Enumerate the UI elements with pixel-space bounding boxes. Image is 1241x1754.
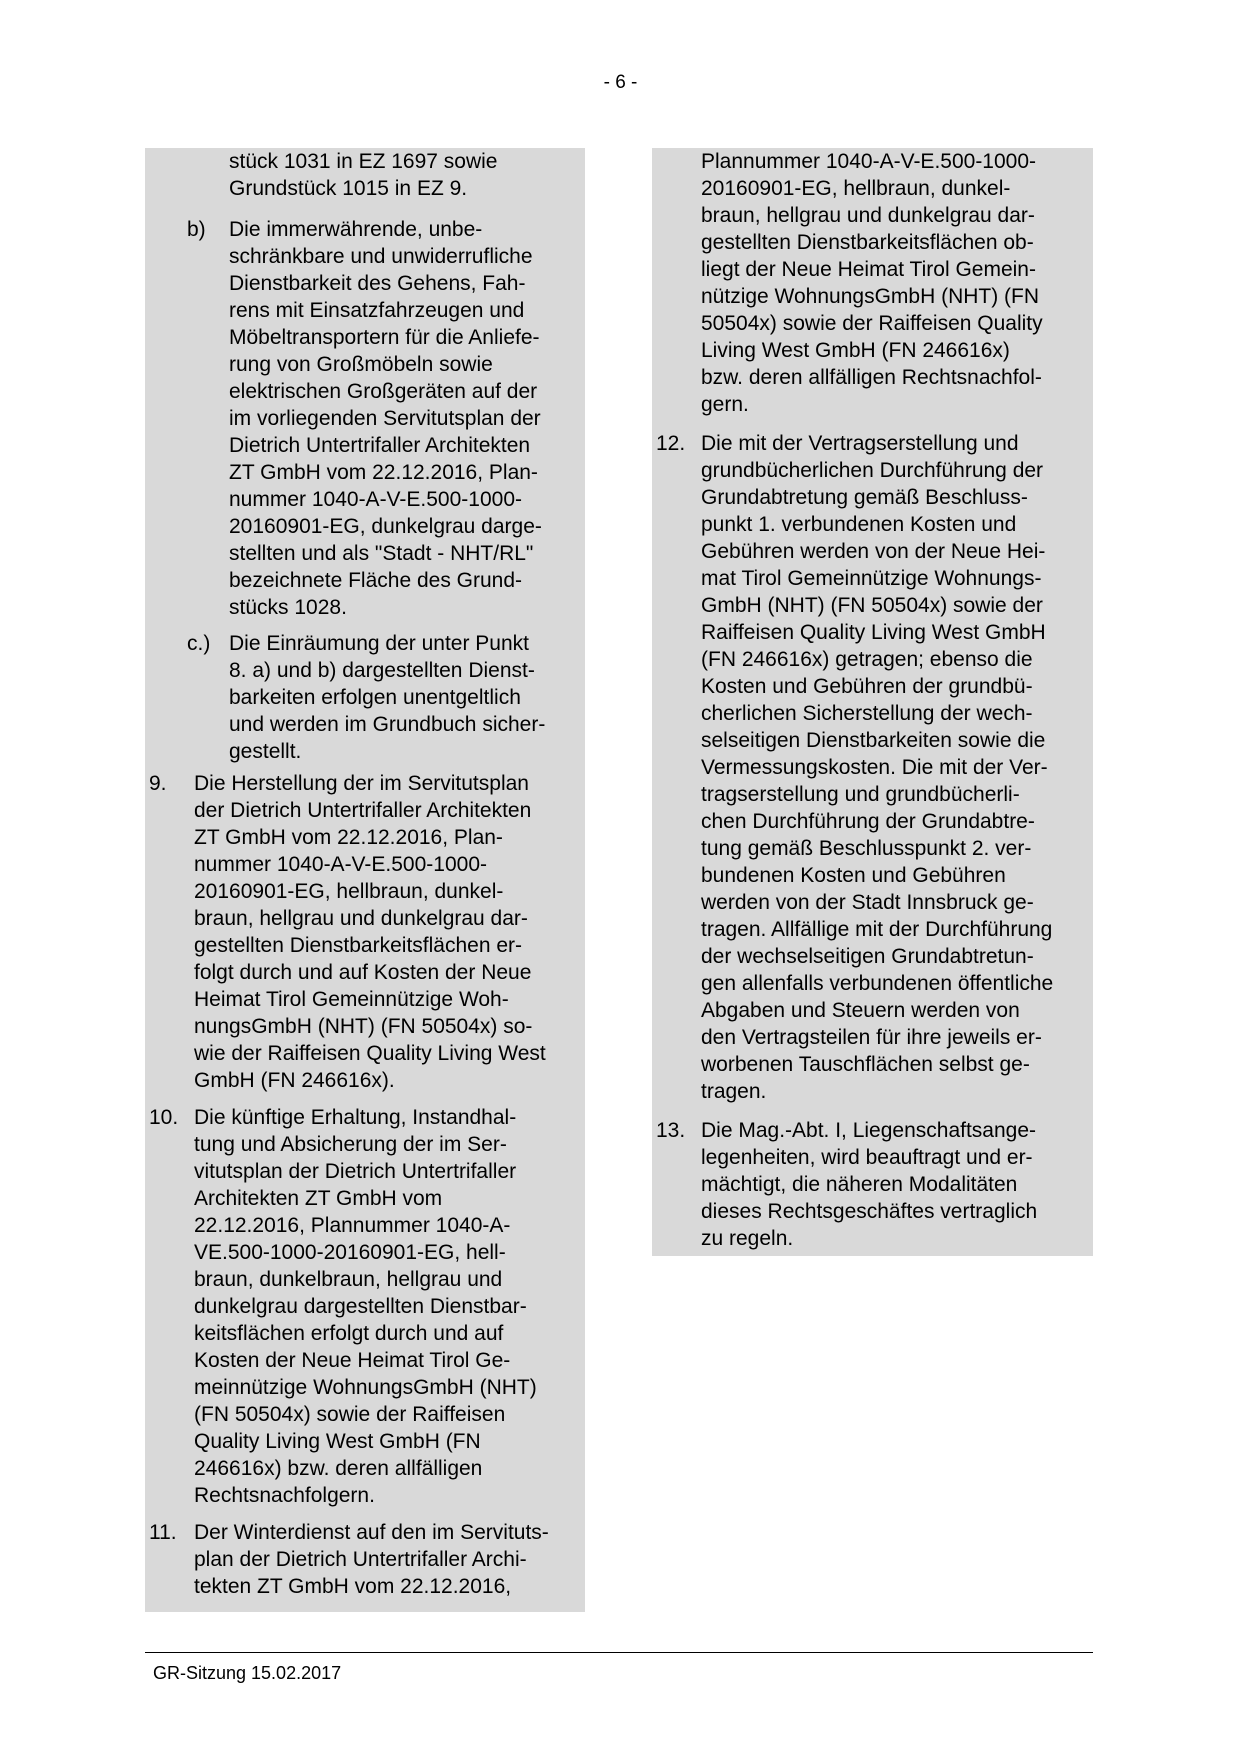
item-11-text: Der Winterdienst auf den im Servituts- plan der Dietrich Untertrifaller Archi- tekten ZT GmbH vom 22.12.2016, <box>194 1521 549 1598</box>
page-number: - 6 - <box>603 72 638 93</box>
item-9-text: Die Herstellung der im Servitutsplan der Dietrich Untertrifaller Architekten ZT GmbH vom 22.12.2016, Plan- nummer 1040-A-V-E.500-1000- 20160901-EG, hellbraun, dunkel- braun, hellgrau und dunkelgrau dar- gestellten Dienstbarkeitsflächen er- folgt durch und auf Kosten der Neue Heimat Tirol Gemeinnützige Woh- nungsGmbH (NHT) (FN 50504x) so- wie der Raiffeisen Quality Living West GmbH (FN 246616x). <box>194 772 546 1092</box>
item-12 <box>652 430 1093 1105</box>
item-8b <box>145 216 585 630</box>
item-13-number: 13. <box>656 1119 686 1142</box>
left-column <box>145 148 585 1612</box>
item-9-number: 9. <box>149 772 167 795</box>
item-11-continuation <box>652 148 1093 418</box>
item-8b-text: Die immerwährende, unbe- schränkbare und unwiderrufliche Dienstbarkeit des Gehens, Fah- rens mit Einsatzfahrzeugen und Möbeltransportern für die Anliefe- rung von Großmöbeln sowie elektrischen Großgeräten auf der im vorliegenden Servitutsplan der Dietrich Untertrifaller Architekten ZT GmbH vom 22.12.2016, Plan- nummer 1040-A-V-E.500-1000- 20160901-EG, dunkelgrau darge- stellten und als "Stadt - NHT/RL" bezeichnete Fläche des Grund- stücks 1028. <box>229 218 542 619</box>
item-8a-text: stück 1031 in EZ 1697 sowie Grundstück 1015 in EZ 9. <box>229 150 498 200</box>
item-8b-label: b) <box>187 218 206 241</box>
item-10-text: Die künftige Erhaltung, Instandhal- tung und Absicherung der im Ser- vitutsplan der Dietrich Untertrifaller Architekten ZT GmbH vom 22.12.2016, Plannummer 1040-A- VE.500-1000-20160901-EG, hell- braun, dunkelbraun, hellgrau und dunkelgrau dargestellten Dienstbar- keitsflächen erfolgt durch und auf Kosten der Neue Heimat Tirol Ge- meinnützige WohnungsGmbH (NHT) (FN 50504x) sowie der Raiffeisen Quality Living West GmbH (FN 246616x) bzw. deren allfälligen Rechtsnachfolgern. <box>194 1106 537 1507</box>
item-13 <box>652 1117 1093 1252</box>
item-8c-label: c.) <box>187 632 211 655</box>
item-10-number: 10. <box>149 1106 179 1129</box>
item-11-continuation-text: Plannummer 1040-A-V-E.500-1000- 20160901-EG, hellbraun, dunkel- braun, hellgrau und dunkelgrau dar- gestellten Dienstbarkeitsflächen ob- liegt der Neue Heimat Tirol Gemein- nützige WohnungsGmbH (NHT) (FN 50504x) sowie der Raiffeisen Quality Living West GmbH (FN 246616x) bzw. deren allfälligen Rechtsnachfol- gern. <box>701 150 1043 416</box>
item-8a-continuation <box>145 148 585 206</box>
item-8c-text: Die Einräumung der unter Punkt 8. a) und b) dargestellten Dienst- barkeiten erfolgen unentgeltlich und werden im Grundbuch sicher- gestellt. <box>229 632 546 763</box>
item-11-number: 11. <box>149 1521 177 1544</box>
right-column <box>652 148 1093 1256</box>
footer-text: GR-Sitzung 15.02.2017 <box>153 1663 342 1683</box>
footer-divider <box>145 1652 1093 1653</box>
item-11 <box>145 1519 585 1600</box>
item-9 <box>145 770 585 1094</box>
item-12-number: 12. <box>656 432 686 455</box>
item-10 <box>145 1104 585 1509</box>
item-8c <box>145 630 585 770</box>
item-13-text: Die Mag.-Abt. I, Liegenschaftsange- legenheiten, wird beauftragt und er- mächtigt, die näheren Modalitäten dieses Rechtsgeschäftes vertraglich zu regeln. <box>701 1119 1038 1250</box>
item-12-text: Die mit der Vertragserstellung und grundbücherlichen Durchführung der Grundabtretung gemäß Beschluss- punkt 1. verbundenen Kosten und Gebühren werden von der Neue Hei- mat Tirol Gemeinnützige Wohnungs- GmbH (NHT) (FN 50504x) sowie der Raiffeisen Quality Living West GmbH (FN 246616x) getragen; ebenso die Kosten und Gebühren der grundbü- cherlichen Sicherstellung der wech- selseitigen Dienstbarkeiten sowie die Vermessungskosten. Die mit der Ver- tragserstellung und grundbücherli- chen Durchführung der Grundabtre- tung gemäß Beschlusspunkt 2. ver- bundenen Kosten und Gebühren werden von der Stadt Innsbruck ge- tragen. Allfällige mit der Durchführung der wechselseitigen Grundabtretun- gen allenfalls verbundenen öffentliche Abgaben und Steuern werden von den Vertragsteilen für ihre jeweils er- worbenen Tauschflächen selbst ge- tragen. <box>701 432 1054 1103</box>
